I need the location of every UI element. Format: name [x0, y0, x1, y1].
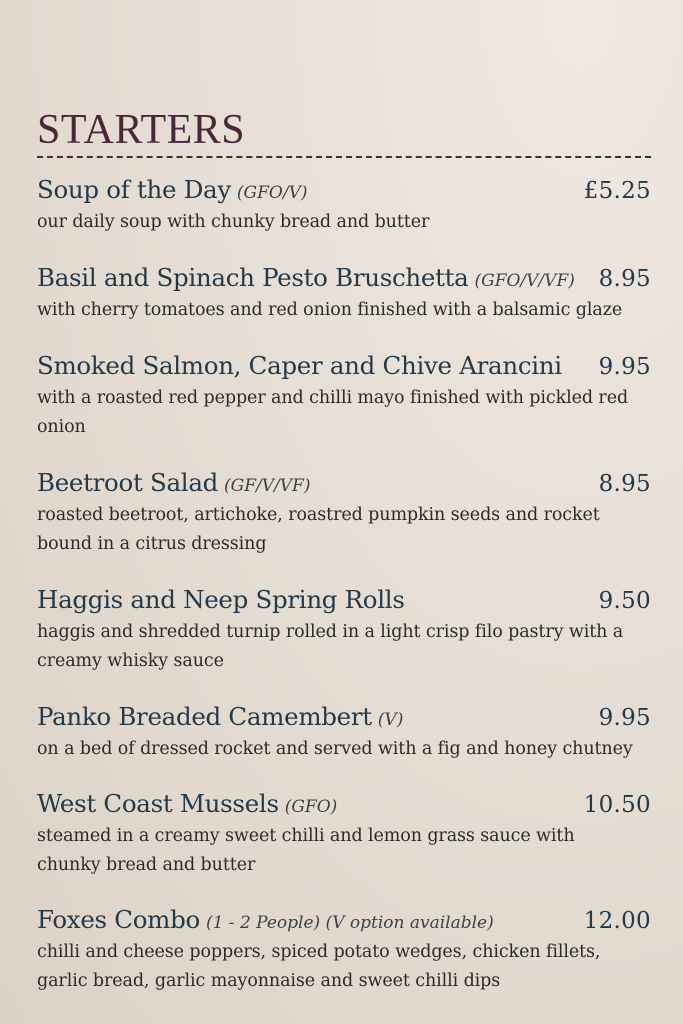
- menu-item: [37, 351, 651, 442]
- item-price: £5.25: [583, 178, 651, 204]
- item-name: Basil and Spinach Pesto Bruschetta: [37, 263, 469, 292]
- item-description: with a roasted red pepper and chilli mayo finished with pickled red onion: [37, 388, 629, 437]
- dashed-divider: [37, 156, 651, 158]
- item-name: Panko Breaded Camembert: [37, 702, 372, 731]
- item-dietary-tags: (V): [377, 710, 404, 730]
- section-title: STARTERS: [37, 107, 246, 153]
- item-dietary-tags: (GF/V/VF): [224, 476, 311, 496]
- item-dietary-tags: (GFO): [284, 797, 338, 817]
- item-description: roasted beetroot, artichoke, roastred pumpkin seeds and rocket bound in a citrus dressing: [37, 505, 600, 554]
- item-price: 9.95: [598, 354, 651, 380]
- item-description: with cherry tomatoes and red onion finished with a balsamic glaze: [37, 300, 623, 320]
- menu-page: [37, 0, 651, 1024]
- item-price: 9.50: [598, 588, 651, 614]
- item-description: chilli and cheese poppers, spiced potato wedges, chicken fillets, garlic bread, garlic mayonnaise and sweet chilli dips: [37, 942, 601, 991]
- menu-item: [37, 702, 651, 764]
- menu-item: [37, 175, 651, 237]
- item-price: 12.00: [583, 908, 651, 934]
- item-dietary-tags: (1 - 2 People) (V option available): [205, 913, 494, 933]
- item-name: Foxes Combo: [37, 905, 200, 934]
- item-name: Beetroot Salad: [37, 468, 219, 497]
- item-description: steamed in a creamy sweet chilli and lemon grass sauce with chunky bread and butter: [37, 826, 575, 875]
- menu-item: [37, 585, 651, 676]
- item-dietary-tags: (GFO/V/VF): [474, 271, 575, 291]
- item-dietary-tags: (GFO/V): [236, 183, 308, 203]
- item-name: West Coast Mussels: [37, 789, 279, 818]
- item-name: Smoked Salmon, Caper and Chive Arancini: [37, 351, 562, 380]
- item-price: 8.95: [598, 266, 651, 292]
- item-price: 10.50: [583, 792, 651, 818]
- item-description: our daily soup with chunky bread and butter: [37, 212, 430, 232]
- menu-item: [37, 789, 651, 880]
- item-description: on a bed of dressed rocket and served with a fig and honey chutney: [37, 739, 633, 759]
- item-name: Haggis and Neep Spring Rolls: [37, 585, 405, 614]
- item-name: Soup of the Day: [37, 175, 231, 204]
- menu-item: [37, 263, 651, 325]
- item-price: 8.95: [598, 471, 651, 497]
- item-price: 9.95: [598, 705, 651, 731]
- menu-item: [37, 468, 651, 559]
- menu-item: [37, 905, 651, 996]
- item-description: haggis and shredded turnip rolled in a light crisp filo pastry with a creamy whisky sauce: [37, 622, 624, 671]
